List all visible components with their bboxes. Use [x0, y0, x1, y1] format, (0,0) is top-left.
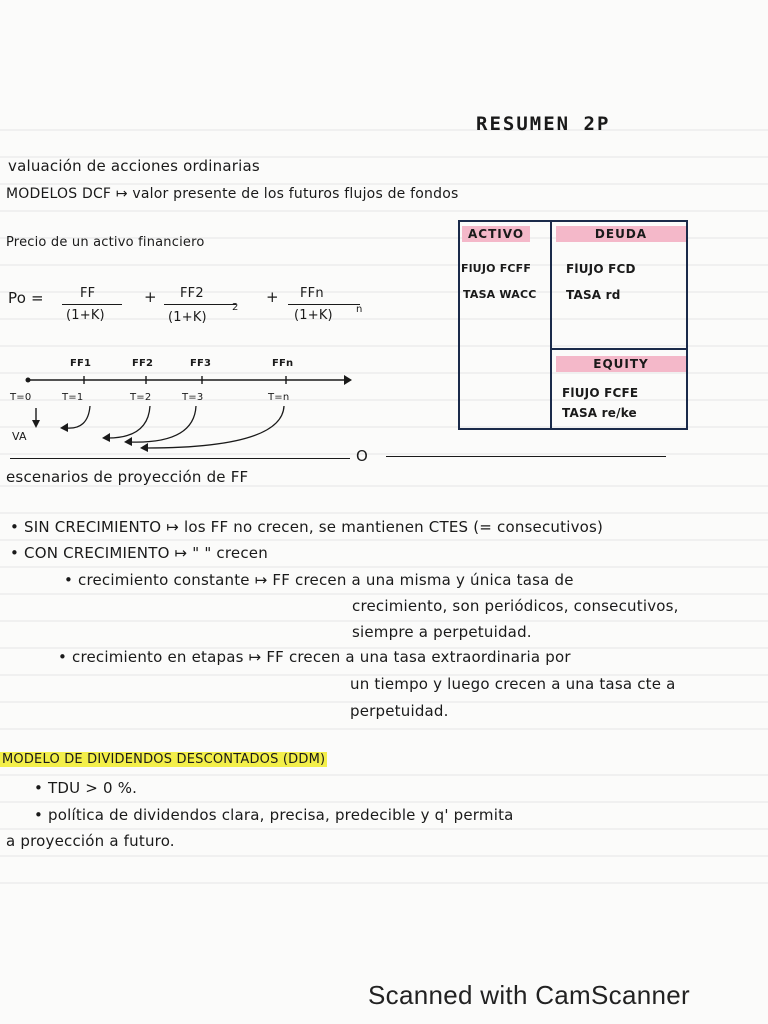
ddm-bullet-tdu: • TDU > 0 %.: [34, 779, 138, 797]
fraction-bar-3: [288, 304, 360, 305]
heading-valuacion: valuación de acciones ordinarias: [8, 157, 260, 175]
table-tasa-wacc: TASA WACC: [463, 288, 537, 301]
discount-arrow-2: [108, 406, 150, 438]
camscanner-watermark: Scanned with CamScanner: [368, 980, 690, 1010]
table-vertical-divider: [550, 222, 552, 428]
formula-term3-exp: n: [356, 304, 363, 315]
timeline-va-label: VA: [12, 430, 27, 443]
bullet-sin-crecimiento: • SIN CRECIMIENTO ↦ los FF no crecen, se mantienen CTES (= consecutivos): [10, 518, 604, 536]
cashflow-timeline: [0, 350, 370, 460]
table-flujo-fcd: FlUJO FCD: [566, 262, 636, 276]
table-flujo-fcfe: FlUJO FCFE: [562, 386, 639, 400]
constante-line-3: siempre a perpetuidad.: [352, 623, 532, 641]
timeline-t3-label: T=3: [182, 392, 204, 403]
formula-plus-2: +: [266, 288, 279, 306]
formula-term2-den: (1+K): [168, 310, 207, 325]
section-divider-mark: O: [356, 447, 369, 465]
formula-term2-num: FF2: [180, 286, 204, 301]
timeline-arrowhead: [344, 375, 352, 385]
bullet-crecimiento-constante: • crecimiento constante ↦ FF crecen a una misma y única tasa de: [64, 571, 574, 589]
formula-term3-num: FFn: [300, 286, 324, 301]
table-horizontal-divider: [550, 348, 686, 350]
escenarios-heading: escenarios de proyección de FF: [6, 468, 249, 486]
ddm-bullet-politica: • política de dividendos clara, precisa, predecible y q' permita: [34, 806, 514, 824]
fraction-bar-2: [164, 304, 236, 305]
discount-arrow-3: [130, 406, 196, 442]
formula-term1-den: (1+K): [66, 308, 105, 323]
ddm-heading: MODELO DE DIVIDENDOS DESCONTADOS (DDM): [2, 752, 326, 767]
bullet-crecimiento-etapas: • crecimiento en etapas ↦ FF crecen a una tasa extraordinaria por: [58, 648, 571, 666]
bullet-con-crecimiento: • CON CRECIMIENTO ↦ " " crecen: [10, 544, 268, 562]
table-tasa-rd: TASA rd: [566, 288, 621, 302]
timeline-t0-label: T=0: [10, 392, 32, 403]
formula-p0: Po =: [8, 289, 44, 307]
timeline-tn-label: T=n: [268, 392, 290, 403]
table-tasa-re: TASA re/ke: [562, 406, 637, 420]
section-divider-right: [386, 456, 666, 457]
formula-term3-den: (1+K): [294, 308, 333, 323]
timeline-t2-label: T=2: [130, 392, 152, 403]
timeline-origin: [26, 378, 31, 383]
formula-term2-exp: 2: [232, 302, 239, 313]
page-title: RESUMEN 2P: [476, 113, 611, 135]
discount-arrow-1: [66, 406, 90, 428]
heading-modelos-dcf: MODELOS DCF ↦ valor presente de los futuros flujos de fondos: [6, 186, 459, 202]
timeline-ff2-label: FF2: [132, 358, 154, 369]
etapas-line-2: un tiempo y luego crecen a una tasa cte a: [350, 675, 676, 693]
etapas-line-3: perpetuidad.: [350, 702, 449, 720]
constante-line-2: crecimiento, son periódicos, consecutivos,: [352, 597, 679, 615]
formula-plus-1: +: [144, 288, 157, 306]
section-divider-left: [10, 458, 350, 459]
ddm-bullet-politica-line-2: a proyección a futuro.: [6, 832, 175, 850]
timeline-ff3-label: FF3: [190, 358, 212, 369]
timeline-ff1-label: FF1: [70, 358, 92, 369]
table-flujo-fcff: FlUJO FCFF: [461, 262, 532, 275]
discount-arrow-n: [146, 406, 284, 448]
formula-term1-num: FF: [80, 286, 96, 301]
table-equity-header: EQUITY: [556, 356, 686, 372]
price-label: Precio de un activo financiero: [6, 235, 205, 250]
table-deuda-header: DEUDA: [556, 226, 686, 242]
table-activo-header: ACTIVO: [462, 226, 530, 242]
timeline-t1-label: T=1: [62, 392, 84, 403]
timeline-ffn-label: FFn: [272, 358, 294, 369]
fraction-bar-1: [62, 304, 122, 305]
